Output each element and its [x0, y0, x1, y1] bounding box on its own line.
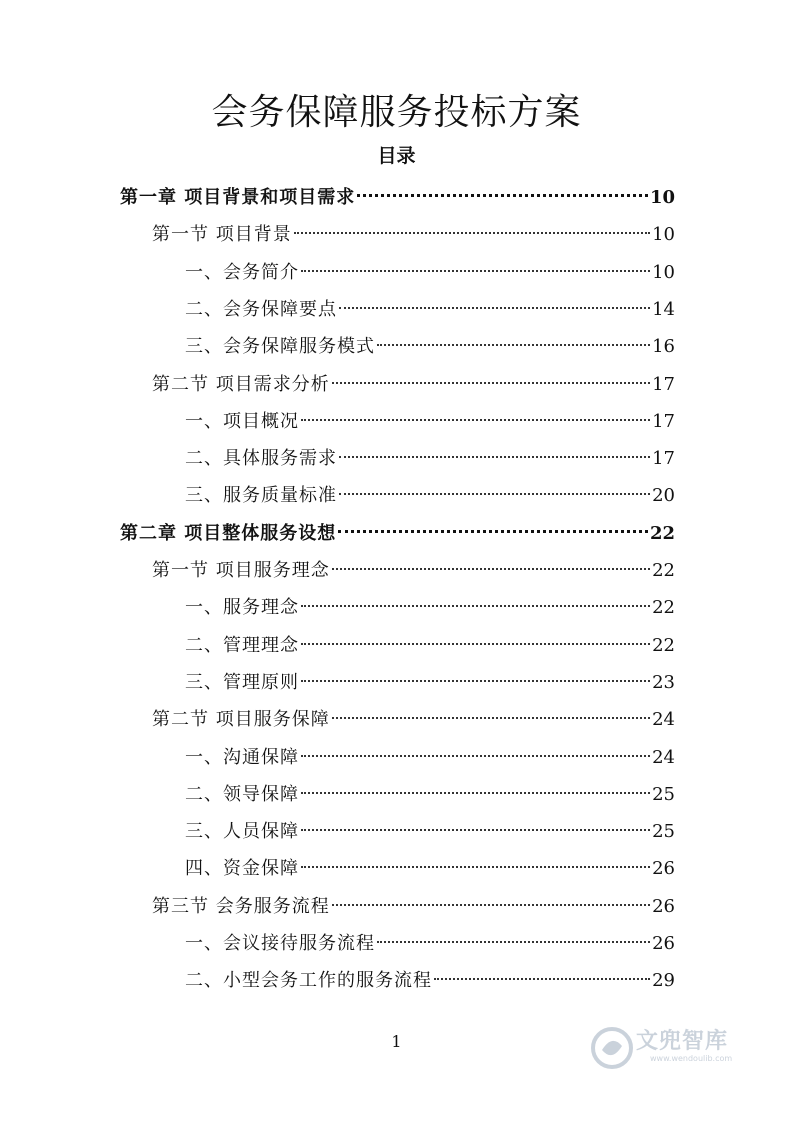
toc-entry[interactable] [185, 482, 675, 510]
toc-entry-page: 26 [652, 933, 675, 954]
toc-entry-label: 第一章 项目背景和项目需求 [120, 187, 356, 208]
wendou-logo-icon [590, 1026, 634, 1070]
toc-entry-page: 25 [652, 783, 675, 805]
toc-leader-dots [301, 792, 650, 794]
toc-entry-page: 14 [652, 298, 675, 320]
toc-leader-dots [301, 829, 650, 831]
toc-entry-label: 三、管理原则 [185, 671, 299, 693]
toc-entry-label: 一、项目概况 [185, 410, 299, 432]
toc-entry[interactable] [185, 818, 675, 846]
toc-leader-dots [332, 382, 650, 384]
watermark-subtext: www.wendoulib.com [650, 1054, 733, 1063]
toc-leader-dots [301, 866, 650, 868]
toc-entry-label: 第一节 项目服务理念 [152, 560, 330, 581]
toc-entry-label: 一、会议接待服务流程 [185, 933, 375, 954]
toc-leader-dots [339, 493, 650, 495]
toc-entry-label: 第三节 会务服务流程 [152, 895, 330, 917]
toc-entry-label: 第二节 项目需求分析 [152, 373, 330, 395]
toc-entry-page: 17 [652, 410, 675, 432]
toc-entry-page: 22 [652, 597, 675, 619]
toc-entry[interactable] [185, 744, 675, 772]
toc-entry-page: 23 [652, 671, 675, 693]
toc-entry-label: 三、人员保障 [185, 821, 299, 843]
toc-entry[interactable] [120, 184, 675, 212]
toc-leader-dots [434, 978, 650, 980]
toc-entry-page: 10 [649, 187, 675, 208]
toc-leader-dots [301, 270, 650, 272]
toc-entry-page: 25 [652, 821, 675, 843]
toc-entry[interactable] [185, 296, 675, 324]
toc-leader-dots [301, 605, 650, 607]
toc-leader-dots [301, 755, 650, 757]
toc-entry[interactable] [185, 632, 675, 660]
toc-entry-page: 22 [652, 634, 675, 656]
toc-entry-page: 22 [649, 522, 675, 544]
toc-leader-dots [339, 307, 650, 309]
toc-entry-page: 20 [652, 485, 675, 507]
toc-entry-label: 四、资金保障 [185, 858, 299, 880]
toc-entry-label: 一、会务简介 [185, 261, 299, 283]
toc-entry-label: 三、会务保障服务模式 [185, 336, 375, 358]
toc-entry[interactable] [152, 706, 675, 734]
toc-entry-label: 二、管理理念 [185, 634, 299, 656]
toc-entry[interactable] [152, 557, 675, 585]
toc-heading: 目录 [377, 145, 416, 167]
toc-entry-page: 17 [652, 373, 675, 395]
toc-entry[interactable] [152, 371, 675, 399]
toc-entry-label: 一、沟通保障 [185, 746, 299, 768]
toc-entry-page: 16 [652, 336, 675, 358]
toc-entry-page: 26 [652, 858, 675, 880]
toc-entry[interactable] [185, 855, 675, 883]
toc-entry-page: 24 [652, 709, 675, 731]
toc-entry-page: 24 [652, 746, 675, 768]
toc-entry-label: 第二章 项目整体服务设想 [120, 522, 337, 544]
toc-leader-dots [294, 232, 650, 234]
toc-entry[interactable] [120, 520, 675, 548]
toc-entry-label: 三、服务质量标准 [185, 485, 337, 507]
page-number: 1 [391, 1032, 402, 1051]
toc-entry-page: 22 [652, 560, 675, 581]
toc-entry[interactable] [185, 445, 675, 473]
toc-entry[interactable] [185, 259, 675, 287]
document-title: 会务保障服务投标方案 [211, 92, 582, 133]
toc-entry-label: 二、领导保障 [185, 783, 299, 805]
toc-leader-dots [338, 530, 648, 533]
toc-entry-label: 二、具体服务需求 [185, 448, 337, 470]
toc-entry-page: 17 [652, 448, 675, 470]
toc-leader-dots [301, 643, 650, 645]
toc-entry-label: 一、服务理念 [185, 597, 299, 619]
toc-entry-label: 第一节 项目背景 [152, 224, 292, 246]
toc-entry[interactable] [152, 221, 675, 249]
toc-entry-page: 29 [652, 970, 675, 992]
toc-entry[interactable] [185, 594, 675, 622]
toc-leader-dots [332, 904, 650, 906]
toc-entry[interactable] [185, 669, 675, 697]
toc-leader-dots [357, 194, 648, 197]
toc-leader-dots [339, 456, 650, 458]
toc-entry-page: 26 [652, 895, 675, 917]
watermark-text: 文兜智库 [636, 1029, 729, 1054]
toc-entry[interactable] [185, 333, 675, 361]
toc-entry[interactable] [185, 967, 675, 995]
toc-leader-dots [377, 941, 650, 943]
watermark [590, 1020, 790, 1080]
toc-entry[interactable] [185, 930, 675, 958]
toc-leader-dots [301, 680, 650, 682]
toc-entry-label: 二、会务保障要点 [185, 298, 337, 320]
toc-entry-page: 10 [652, 261, 675, 283]
toc-leader-dots [377, 344, 650, 346]
toc-entry[interactable] [185, 781, 675, 809]
toc-entry-page: 10 [652, 224, 675, 246]
toc-leader-dots [332, 717, 650, 719]
toc-leader-dots [301, 419, 650, 421]
toc-entry[interactable] [152, 893, 675, 921]
toc-entry-label: 二、小型会务工作的服务流程 [185, 970, 432, 992]
toc-leader-dots [332, 568, 650, 570]
toc-entry-label: 第二节 项目服务保障 [152, 709, 330, 731]
toc-entry[interactable] [185, 408, 675, 436]
